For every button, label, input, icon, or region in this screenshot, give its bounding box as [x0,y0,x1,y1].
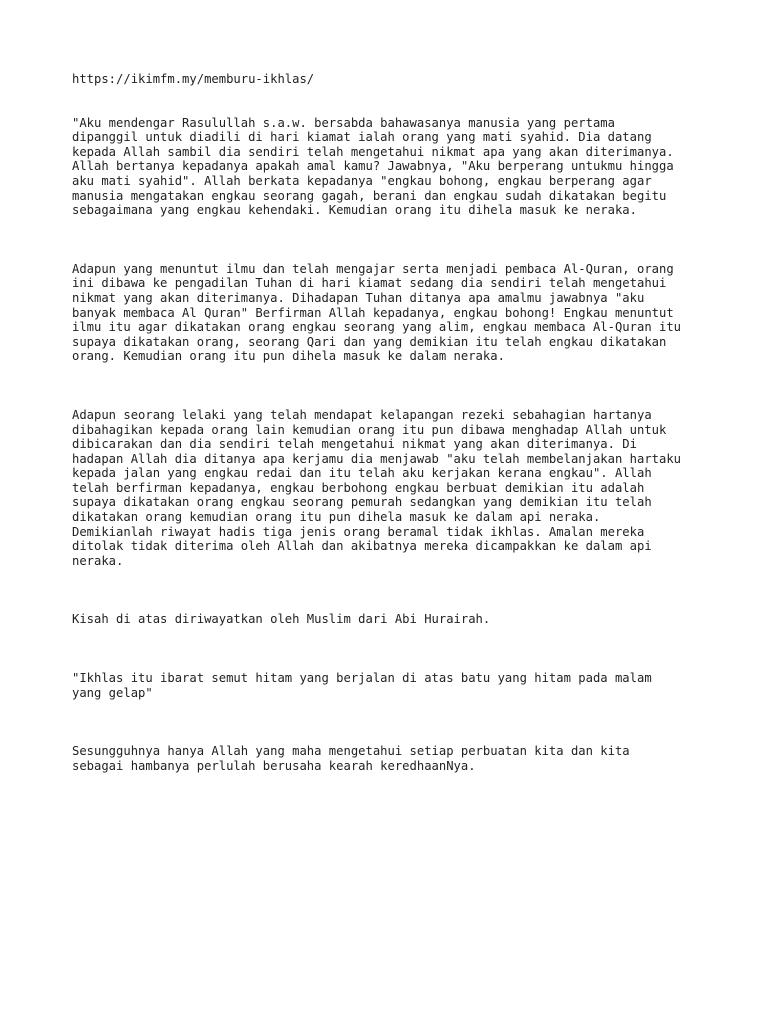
text-line: banyak membaca Al Quran" Berfirman Allah kepadanya, engkau bohong! Engkau menuntut [72,305,674,320]
text-line: dibahagikan kepada orang lain kemudian orang itu pun dibawa menghadap Allah untuk [72,422,667,437]
paragraph-martyr [72,116,696,218]
text-line: ditolak tidak diterima oleh Allah dan akibatnya mereka dicampakkan ke dalam api [72,539,652,554]
text-line: ilmu itu agar dikatakan orang engkau seorang yang alim, engkau membaca Al-Quran itu [72,320,682,335]
text-line: yang gelap" [72,685,153,700]
text-line: Sesungguhnya hanya Allah yang maha mengetahui setiap perbuatan kita dan kita [72,744,630,759]
text-line: dikatakan orang kemudian orang itu pun dihela masuk ke dalam api neraka. [72,510,601,525]
text-line: Kisah di atas diriwayatkan oleh Muslim dari Abi Hurairah. [72,612,491,627]
text-line: sebagai hambanya perlulah berusaha kearah keredhaanNya. [72,758,476,773]
text-line: manusia mengatakan engkau seorang gagah, berani dan engkau sudah dikatakan begitu [72,188,667,203]
text-line: supaya dikatakan orang engkau seorang pemurah sedangkan yang demikian itu telah [72,495,652,510]
text-line: "Ikhlas itu ibarat semut hitam yang berjalan di atas batu yang hitam pada malam [72,671,652,686]
text-line: Adapun yang menuntut ilmu dan telah mengajar serta menjadi pembaca Al-Quran, orang [72,261,674,276]
text-line: Adapun seorang lelaki yang telah mendapat kelapangan rezeki sebahagian hartanya [72,407,652,422]
text-line: ini dibawa ke pengadilan Tuhan di hari kiamat sedang dia sendiri telah mengetahui [72,276,667,291]
text-line: kepada Allah sambil dia sendiri telah mengetahui nikmat apa yang akan diterimanya. [72,144,674,159]
text-line: kepada jalan yang engkau redai dan itu telah aku kerjakan kerana engkau". Allah [72,466,652,481]
paragraph-closing [72,744,696,773]
text-line: dipanggil untuk diadili di hari kiamat ialah orang yang mati syahid. Dia datang [72,130,652,145]
source-url: https://ikimfm.my/memburu-ikhlas/ [72,72,315,86]
text-line: supaya dikatakan orang, seorang Qari dan yang demikian itu telah engkau dikatakan [72,334,667,349]
text-line: "Aku mendengar Rasulullah s.a.w. bersabda bahawasanya manusia yang pertama [72,115,615,130]
text-line: Allah bertanya kepadanya apakah amal kamu? Jawabnya, "Aku berperang untukmu hingga [72,159,674,174]
text-line: nikmat yang akan diterimanya. Dihadapan Tuhan ditanya apa amalmu jawabnya "aku [72,290,645,305]
text-line: dibicarakan dan dia sendiri telah mengetahui nikmat yang akan diterimanya. Di [72,437,637,452]
text-line: aku mati syahid". Allah berkata kepadanya "engkau bohong, engkau berperang agar [72,173,652,188]
text-line: telah berfirman kepadanya, engkau berbohong engkau berbuat demikian itu adalah [72,480,645,495]
text-line: orang. Kemudian orang itu pun dihela masuk ke dalam neraka. [72,349,505,364]
text-line: Demikianlah riwayat hadis tiga jenis orang beramal tidak ikhlas. Amalan mereka [72,524,645,539]
paragraph-scholar [72,262,696,364]
paragraph-source-note [72,612,696,627]
text-line: hadapan Allah dia ditanya apa kerjamu dia menjawab "aku telah membelanjakan hartaku [72,451,682,466]
paragraph-quote [72,671,696,700]
paragraph-wealthy-man [72,408,696,569]
text-line: sebagaimana yang engkau kehendaki. Kemudian orang itu dihela masuk ke neraka. [72,203,637,218]
text-line: neraka. [72,553,124,568]
